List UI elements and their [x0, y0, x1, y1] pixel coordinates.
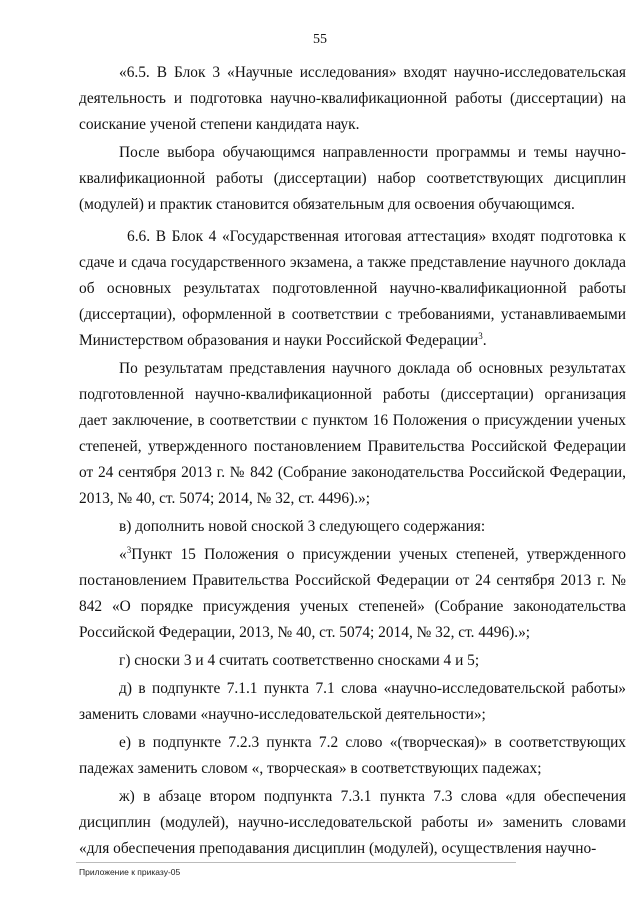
footnote-quote-open: « [119, 546, 127, 563]
paragraph-footnotes-renumber: г) сноски 3 и 4 считать соответственно сносками 4 и 5; [119, 652, 480, 669]
footer-label: Приложение к приказу-05 [79, 867, 181, 877]
footnote-3-text: Пункт 15 Положения о присуждении ученых степеней, утвержденного постановлением Правительства Российской Федерации от 24 сентября 2013 г. № 842 «О порядке присуждения ученых степеней» (Собрание законодательства Российской Федерации, 2013, № 40, ст. 5074; 2014, № 32, ст. 4496).»; [79, 546, 626, 641]
document-body [79, 60, 626, 862]
footnote-number-3: 3 [126, 544, 132, 555]
page-number: 55 [313, 32, 327, 47]
footnote-reference-3: 3 [478, 330, 483, 341]
paragraph-report-results: По результатам представления научного доклада об основных результатах подготовленной научно-квалификационной работы (диссертации) организация дает заключение, в соответствии с пунктом 16 Положения о присуждении ученых степеней, утвержденного постановлением Правительства Российской Федерации от 24 сентября 2013 г. № 842 (Собрание законодательства Российской Федерации, 2013, № 40, ст. 5074; 2014, № 32, ст. 4496).»; [79, 360, 626, 507]
paragraph-7-1-1: д) в подпункте 7.1.1 пункта 7.1 слова «научно-исследовательской работы» заменить словами «научно-исследовательской деятельности»; [79, 680, 626, 723]
paragraph-footnote-3-content [79, 542, 626, 646]
paragraph-7-2-3: е) в подпункте 7.2.3 пункта 7.2 слово «(творческая)» в соответствующих падежах заменить словом «, творческая» в соответствующих падежах; [79, 734, 626, 777]
paragraph-6-5: «6.5. В Блок 3 «Научные исследования» входят научно-исследовательская деятельность и подготовка научно-квалификационной работы (диссертации) на соискание ученой степени кандидата наук. [79, 64, 626, 133]
paragraph-6-6-text: 6.6. В Блок 4 «Государственная итоговая аттестация» входят подготовка к сдаче и сдача государственного экзамена, а также представление научного доклада об основных результатах подготовленной научно-квалификационной работы (диссертации), оформленной в соответствии с требованиями, устанавливаемыми Министерством образования и науки Российской Федерации [79, 228, 626, 349]
footer-divider [76, 862, 516, 863]
paragraph-7-3-1: ж) в абзаце втором подпункта 7.3.1 пункта 7.3 слова «для обеспечения дисциплин (модулей), научно-исследовательской работы и» заменить словами «для обеспечения преподавания дисциплин (модулей), осуществления научно- [79, 788, 626, 857]
paragraph-6-6-period: . [482, 332, 487, 349]
paragraph-6-6 [79, 224, 626, 354]
paragraph-direction-choice: После выбора обучающимся направленности программы и темы научно-квалификационной работы (диссертации) набор соответствующих дисциплин (модулей) и практик становится обязательным для освоения обучающимся. [79, 144, 626, 213]
paragraph-add-footnote: в) дополнить новой сноской 3 следующего содержания: [119, 518, 486, 535]
